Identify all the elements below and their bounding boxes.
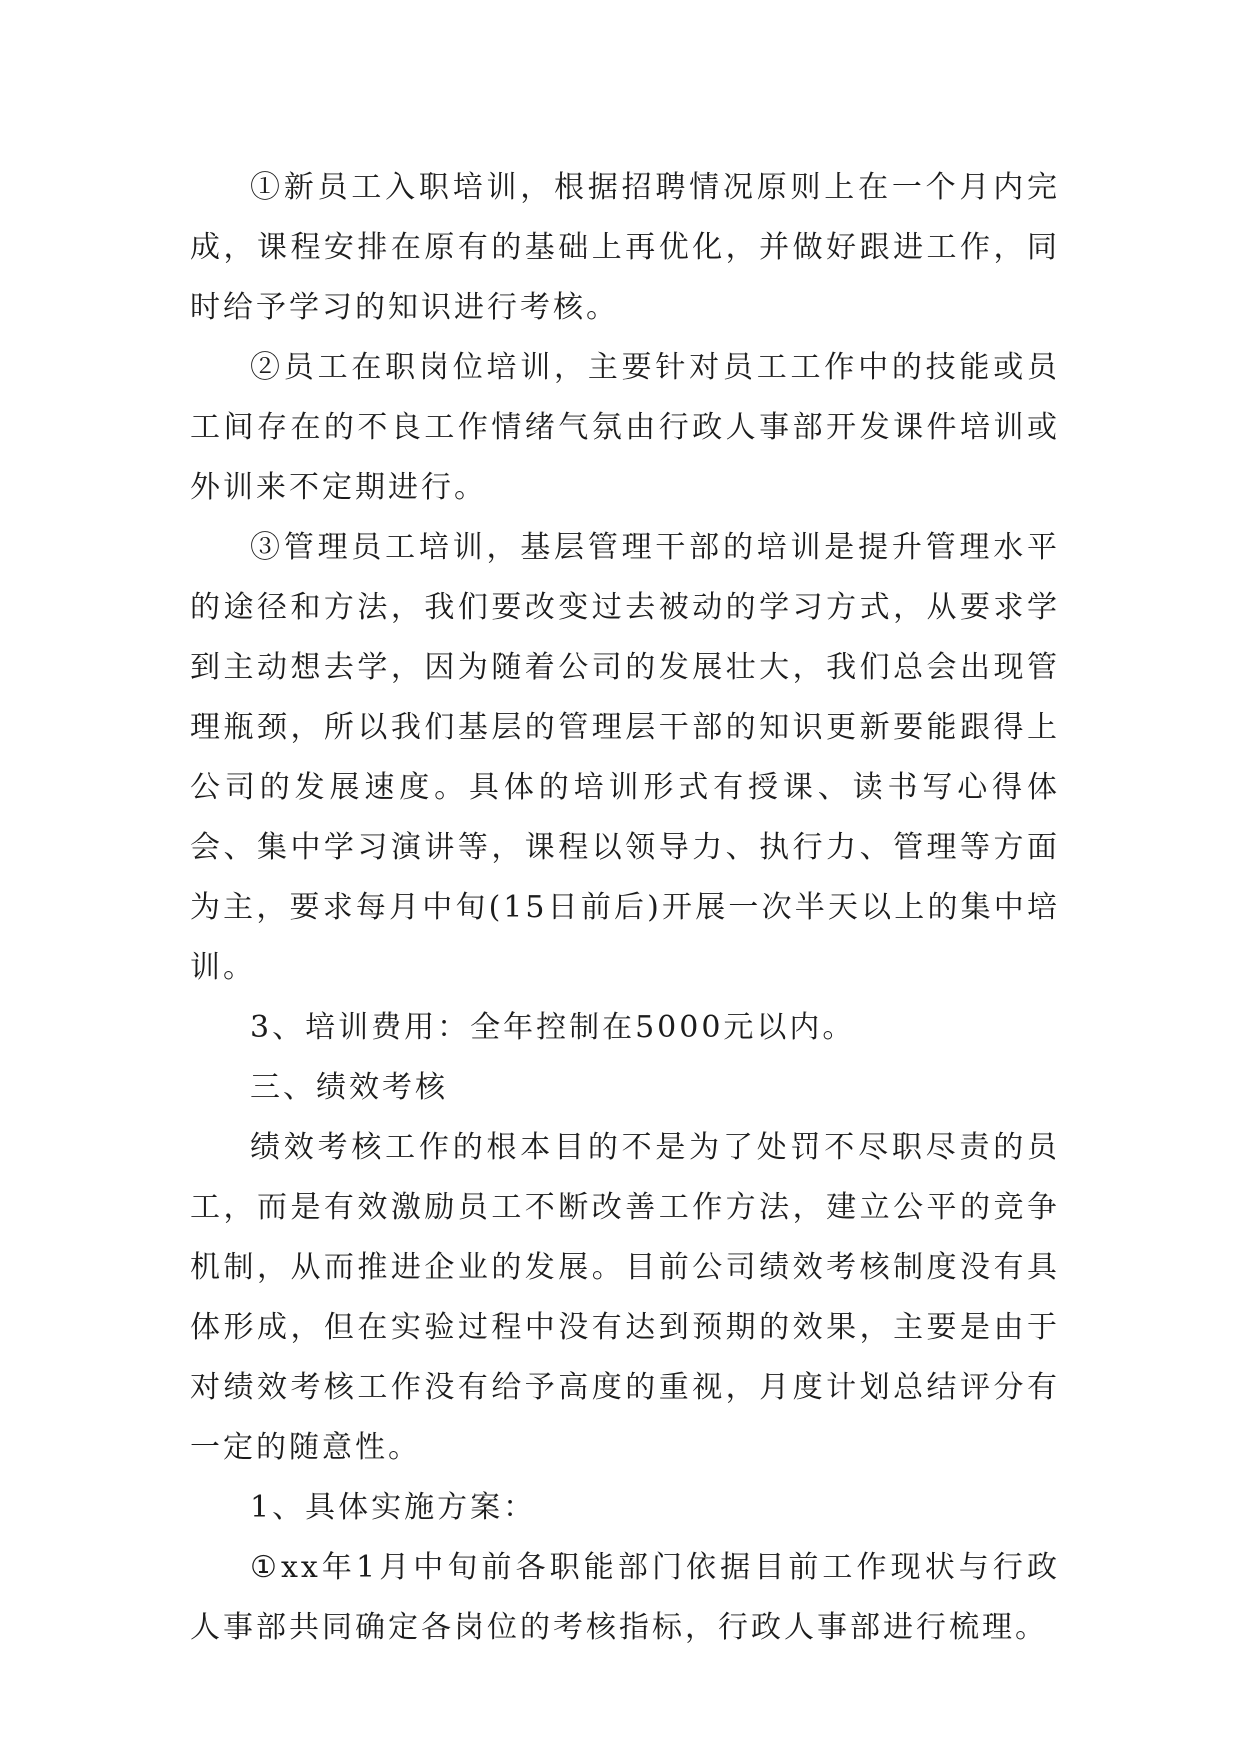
paragraph-training-cost: 3、培训费用：全年控制在5000元以内。 [250,1010,856,1045]
section-heading-performance: 三、绩效考核 [250,1070,448,1105]
paragraph-on-the-job-training: ②员工在职岗位培训，主要针对员工工作中的技能或员工间存在的不良工作情绪气氛由行政人事部开发课件培训或外训来不定期进行。 [190,350,1060,505]
paragraph-management-training: ③管理员工培训，基层管理干部的培训是提升管理水平的途径和方法，我们要改变过去被动的学习方式，从要求学到主动想去学，因为随着公司的发展壮大，我们总会出现管理瓶颈，所以我们基层的管理层干部的知识更新要能跟得上公司的发展速度。具体的培训形式有授课、读书写心得体会、集中学习演讲等，课程以领导力、执行力、管理等方面为主，要求每月中旬(15日前后)开展一次半天以上的集中培训。 [190,530,1060,985]
paragraph-new-employee-training: ①新员工入职培训，根据招聘情况原则上在一个月内完成，课程安排在原有的基础上再优化，并做好跟进工作，同时给予学习的知识进行考核。 [190,170,1060,325]
paragraph-assessment-indicators: ①xx年1月中旬前各职能部门依据目前工作现状与行政人事部共同确定各岗位的考核指标，行政人事部进行梳理。 [190,1550,1060,1645]
paragraph-performance-purpose: 绩效考核工作的根本目的不是为了处罚不尽职尽责的员工，而是有效激励员工不断改善工作方法，建立公平的竞争机制，从而推进企业的发展。目前公司绩效考核制度没有具体形成，但在实验过程中没有达到预期的效果，主要是由于对绩效考核工作没有给予高度的重视，月度计划总结评分有一定的随意性。 [190,1130,1060,1465]
subheading-implementation-plan: 1、具体实施方案： [250,1490,537,1525]
document-body [190,158,1060,1658]
